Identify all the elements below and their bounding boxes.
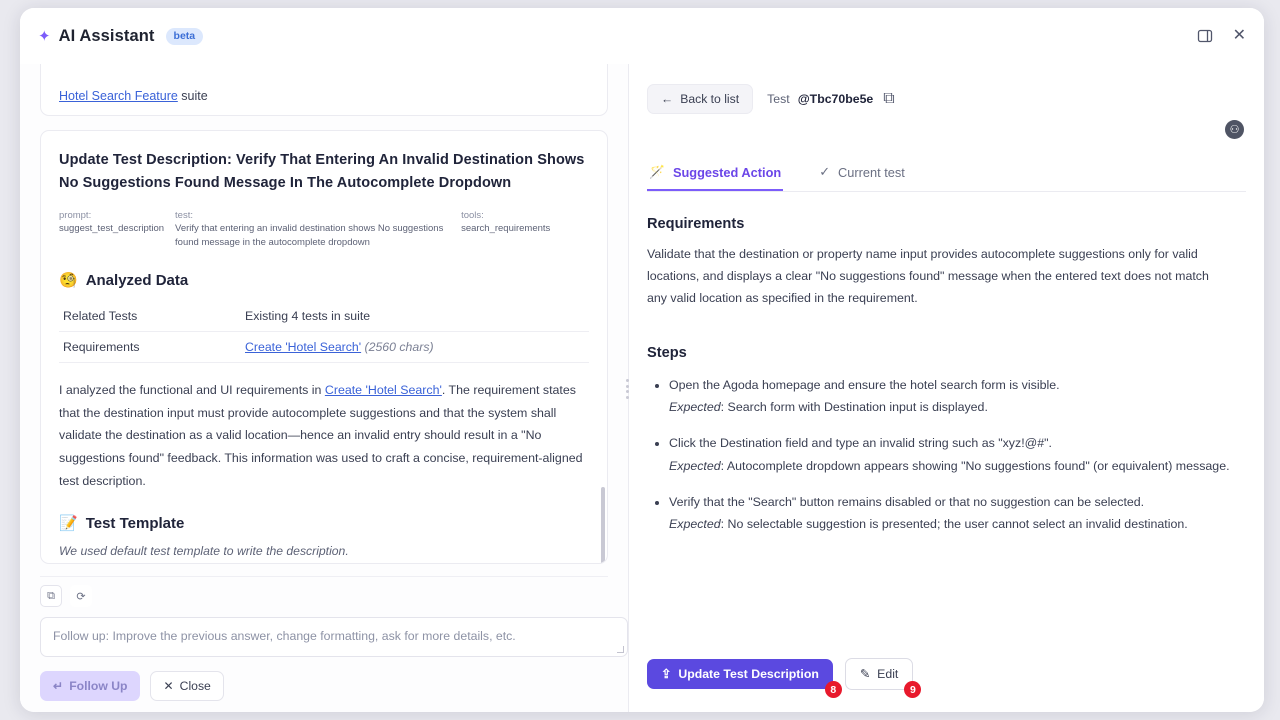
- table-row: [59, 332, 589, 363]
- test-template-note: We used default test template to write the description.: [59, 544, 349, 559]
- test-reference-label: Test: [767, 92, 790, 106]
- step-text: Open the Agoda homepage and ensure the hotel search form is visible.: [669, 378, 1060, 393]
- arrow-left-icon: ←: [661, 92, 674, 106]
- check-icon: ✓: [819, 164, 830, 179]
- left-scrollbar-thumb[interactable]: [601, 487, 605, 564]
- analysis-text-post: . The requirement states that the destination input must provide autocomplete suggestions and that the system shall validate the destination as a valid location—hence an invalid entry should result in a "No suggestions found" feedback. This information was used to craft a concise, requirement-aligned test description.: [59, 383, 583, 488]
- account-row: [647, 120, 1246, 154]
- ai-assistant-window: [20, 8, 1264, 712]
- page-title: AI Assistant: [58, 26, 155, 45]
- back-to-list-button[interactable]: [647, 84, 753, 114]
- window-body: [20, 64, 1264, 712]
- step-expected-label: Expected: [669, 400, 721, 415]
- result-meta: [59, 209, 589, 249]
- step-expected-text: : Search form with Destination input is displayed.: [720, 400, 988, 415]
- suite-link[interactable]: Hotel Search Feature: [59, 89, 178, 103]
- tab-suggested-action[interactable]: [647, 156, 783, 191]
- requirements-heading: Requirements: [647, 216, 745, 232]
- meta-test-value: Verify that entering an invalid destination shows No suggestions found message in the autocomplete dropdown: [175, 223, 444, 248]
- requirements-text: Validate that the destination or property name input provides autocomplete suggestions only for valid locations, and displays a clear "No suggestions found" message when the entered text does not match any valid location as specified in the requirement.: [647, 247, 1209, 306]
- analysis-requirement-link[interactable]: Create 'Hotel Search': [324, 383, 442, 398]
- copy-icon[interactable]: ⧉: [40, 585, 62, 607]
- follow-up-input[interactable]: [40, 617, 628, 657]
- close-button-label: Close: [179, 679, 211, 693]
- analyzed-data-table: [59, 301, 589, 363]
- test-template-heading: [59, 514, 589, 532]
- meta-tools-value: search_requirements: [461, 223, 551, 235]
- close-button[interactable]: [150, 671, 223, 701]
- memo-icon: 📝: [59, 515, 78, 533]
- sparkle-icon: ✦: [38, 28, 51, 45]
- step-expected-text: : Autocomplete dropdown appears showing "No suggestions found" (or equivalent) message.: [720, 458, 1230, 473]
- meta-prompt-key: prompt:: [59, 209, 92, 221]
- resize-handle[interactable]: [617, 646, 624, 653]
- follow-up-placeholder: Follow up: Improve the previous answer, change formatting, ask for more details, etc.: [53, 629, 516, 643]
- magnifier-face-icon: 🧐: [59, 272, 78, 290]
- tab-current-test-label: Current test: [837, 164, 905, 180]
- pencil-icon: ✎: [859, 667, 871, 681]
- window-titlebar: [20, 8, 1264, 64]
- table-row: [59, 301, 589, 332]
- step-expected-text: : No selectable suggestion is presented; the user cannot select an invalid destination.: [720, 516, 1188, 531]
- analyzed-data-heading: [59, 271, 589, 289]
- suite-suffix: suite: [181, 89, 208, 103]
- meta-prompt-value: suggest_test_description: [59, 223, 165, 235]
- list-item: [669, 433, 1246, 475]
- requirements-label: Requirements: [59, 332, 241, 363]
- result-title: Update Test Description: Verify That Entering An Invalid Destination Shows No Suggestions Found Message In The Autocomplete Dropdown: [59, 152, 585, 191]
- status-badge: 9: [904, 681, 921, 698]
- meta-tools-key: tools:: [461, 209, 484, 221]
- beta-badge: beta: [166, 28, 204, 45]
- requirements-size: (2560 chars): [364, 340, 434, 355]
- suite-breadcrumb: [59, 89, 208, 103]
- left-pane: [20, 64, 628, 712]
- requirements-link[interactable]: Create 'Hotel Search': [245, 340, 362, 355]
- analyzed-data-label: Analyzed Data: [85, 271, 189, 289]
- panel-toggle-icon[interactable]: [1195, 26, 1215, 46]
- update-test-description-label: Update Test Description: [678, 667, 819, 681]
- related-tests-value: Existing 4 tests in suite: [241, 301, 589, 332]
- save-icon: ⇪: [661, 667, 672, 681]
- update-test-description-button[interactable]: [647, 659, 837, 696]
- close-icon[interactable]: ✕: [1232, 27, 1246, 44]
- step-expected: [669, 514, 1246, 534]
- edit-button-label: Edit: [877, 667, 899, 681]
- analysis-paragraph: [59, 379, 589, 492]
- copy-icon[interactable]: ⧉: [883, 90, 895, 107]
- enter-icon: ↵: [53, 679, 64, 693]
- meta-test: [175, 209, 461, 249]
- suite-card: [40, 64, 608, 116]
- step-expected-label: Expected: [669, 458, 721, 473]
- step-expected: [669, 456, 1246, 476]
- right-pane: [629, 64, 1264, 712]
- tab-current-test[interactable]: [817, 156, 907, 191]
- related-tests-label: Related Tests: [59, 301, 241, 332]
- result-card: [40, 130, 608, 564]
- magic-wand-icon: 🪄: [649, 164, 665, 179]
- test-template-label: Test Template: [85, 514, 185, 532]
- right-tabs: [647, 156, 1246, 192]
- right-pane-footer: [647, 658, 916, 696]
- left-pane-footer: [40, 576, 608, 701]
- requirements-value: [241, 332, 589, 363]
- follow-up-button[interactable]: [40, 671, 140, 701]
- meta-prompt: [59, 209, 175, 249]
- refresh-icon[interactable]: ⟳: [70, 585, 92, 607]
- step-expected: [669, 397, 1246, 417]
- step-expected-label: Expected: [669, 516, 721, 531]
- close-icon: ✕: [163, 679, 174, 693]
- steps-heading: Steps: [647, 345, 687, 362]
- test-id: @Tbc70be5e: [797, 92, 874, 106]
- left-buttons: [40, 671, 608, 701]
- result-actions: [40, 585, 608, 607]
- right-pane-header: [647, 64, 1246, 120]
- step-text: Verify that the "Search" button remains disabled or that no suggestion can be selected.: [669, 494, 1145, 509]
- edit-button[interactable]: [845, 658, 916, 696]
- list-item: [669, 492, 1246, 534]
- list-item: [669, 375, 1246, 417]
- step-text: Click the Destination field and type an invalid string such as "xyz!@#".: [669, 436, 1052, 451]
- titlebar-actions: [1195, 8, 1248, 64]
- avatar[interactable]: ⚇: [1225, 120, 1244, 139]
- status-badge: 8: [825, 681, 842, 698]
- meta-test-key: test:: [175, 209, 193, 221]
- analysis-text-pre: I analyzed the functional and UI requirements in: [59, 383, 325, 398]
- tab-suggested-action-label: Suggested Action: [672, 164, 782, 180]
- meta-tools: [461, 209, 589, 249]
- test-reference: [767, 89, 897, 109]
- steps-list: [647, 375, 1246, 534]
- back-to-list-label: Back to list: [680, 92, 740, 106]
- follow-up-button-label: Follow Up: [69, 679, 128, 693]
